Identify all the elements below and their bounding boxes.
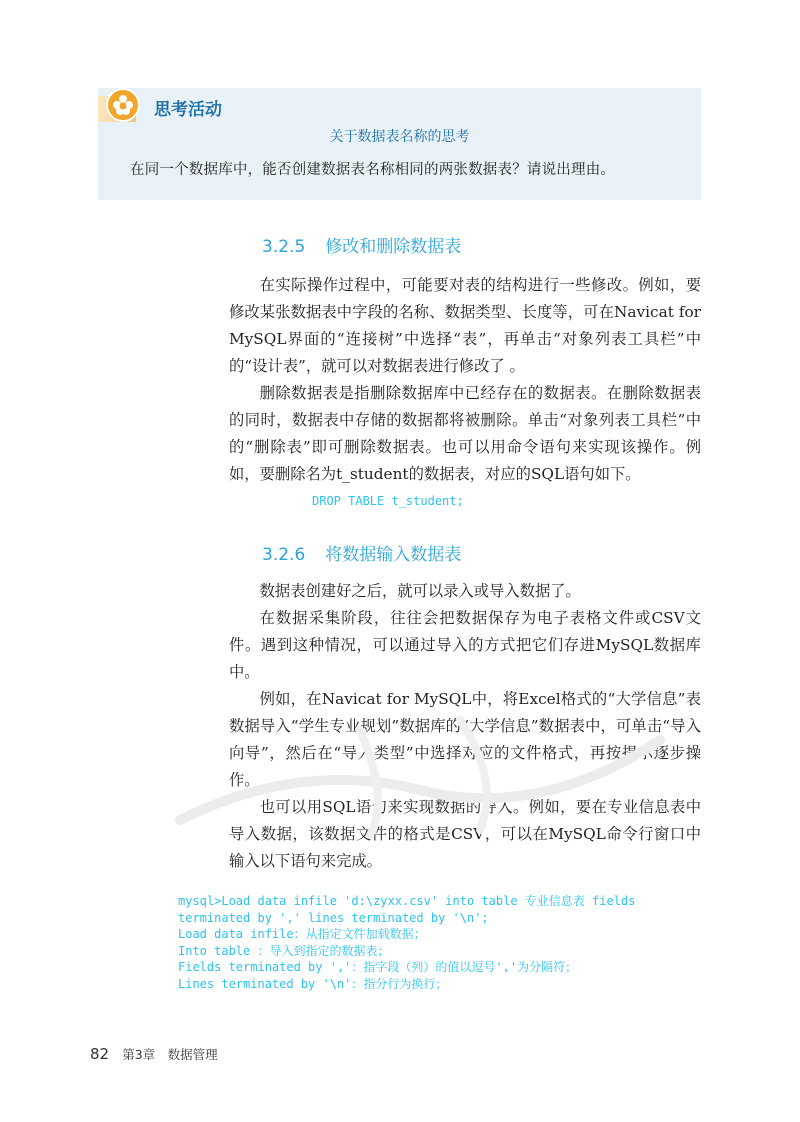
paragraph: 删除数据表是指删除数据库中已经存在的数据表。在删除数据表的同时，数据表中存储的数据都将被删除。单击“对象列表工具栏”中的“删除表”即可删除数据表。也可以用命令语句来实现该操作。例如，要删除名为t_student的数据表，对应的SQL语句如下。 bbox=[229, 384, 701, 483]
paragraph: 在实际操作过程中，可能要对表的结构进行一些修改。例如，要修改某张数据表中字段的名称、数据类型、长度等，可在Navicat for MySQL界面的“连接树”中选择“表”，再单击“对象列表工具栏”中的“设计表”，就可以对数据表进行修改了 。 bbox=[229, 276, 701, 375]
code-line: terminated by ',' lines terminated by '\n'; bbox=[178, 910, 489, 925]
chapter-label: 第3章 数据管理 bbox=[122, 1047, 218, 1062]
paragraph: 也可以用SQL语句来实现数据的导入。例如，要在专业信息表中导入数据，该数据文件的格式是CSV，可以在MySQL命令行窗口中输入以下语句来完成。 bbox=[229, 798, 701, 870]
paragraph: 例如，在Navicat for MySQL中，将Excel格式的“大学信息”表数据导入“学生专业规划”数据库的“大学信息”数据表中，可单击“导入向导”，然后在“导入类型”中选择对应的文件格式，再按提示逐步操作。 bbox=[229, 690, 701, 789]
code-line: mysql>Load data infile 'd:\zyxx.csv' into table 专业信息表 fields bbox=[178, 894, 636, 908]
page-number: 82 bbox=[90, 1045, 110, 1063]
code-line: Lines terminated by '\n'：指分行为换行； bbox=[178, 976, 448, 991]
paragraph: 数据表创建好之后，就可以录入或导入数据了。 bbox=[259, 582, 581, 600]
code-line: Fields terminated by ','：指字段（列）的值以逗号','为分隔符； bbox=[178, 960, 578, 974]
sql-drop-table-code: DROP TABLE t_student; bbox=[312, 494, 464, 508]
code-line: Load data infile：从指定文件加载数据； bbox=[178, 927, 426, 941]
sql-load-data-code-block bbox=[178, 893, 708, 992]
paragraph: 在数据采集阶段，往往会把数据保存为电子表格文件或CSV文件。遇到这种情况，可以通过导入的方式把它们存进MySQL数据库中。 bbox=[229, 609, 701, 681]
section-number: 3.2.6 bbox=[262, 545, 306, 565]
code-line: Into table ：导入到指定的数据表； bbox=[178, 943, 390, 958]
section-heading-3-2-5 bbox=[262, 232, 461, 257]
page-footer bbox=[90, 1044, 218, 1063]
think-activity-question: 在同一个数据库中，能否创建数据表名称相同的两张数据表？请说出理由。 bbox=[130, 162, 616, 178]
section-title: 修改和删除数据表 bbox=[325, 237, 462, 257]
lightbulb-flower-icon bbox=[106, 88, 140, 122]
section-heading-3-2-6 bbox=[262, 540, 461, 565]
think-activity-title: 思考活动 bbox=[154, 100, 222, 120]
section-title: 将数据输入数据表 bbox=[325, 545, 462, 565]
section-number: 3.2.5 bbox=[262, 237, 306, 257]
think-activity-topic: 关于数据表名称的思考 bbox=[329, 129, 470, 145]
